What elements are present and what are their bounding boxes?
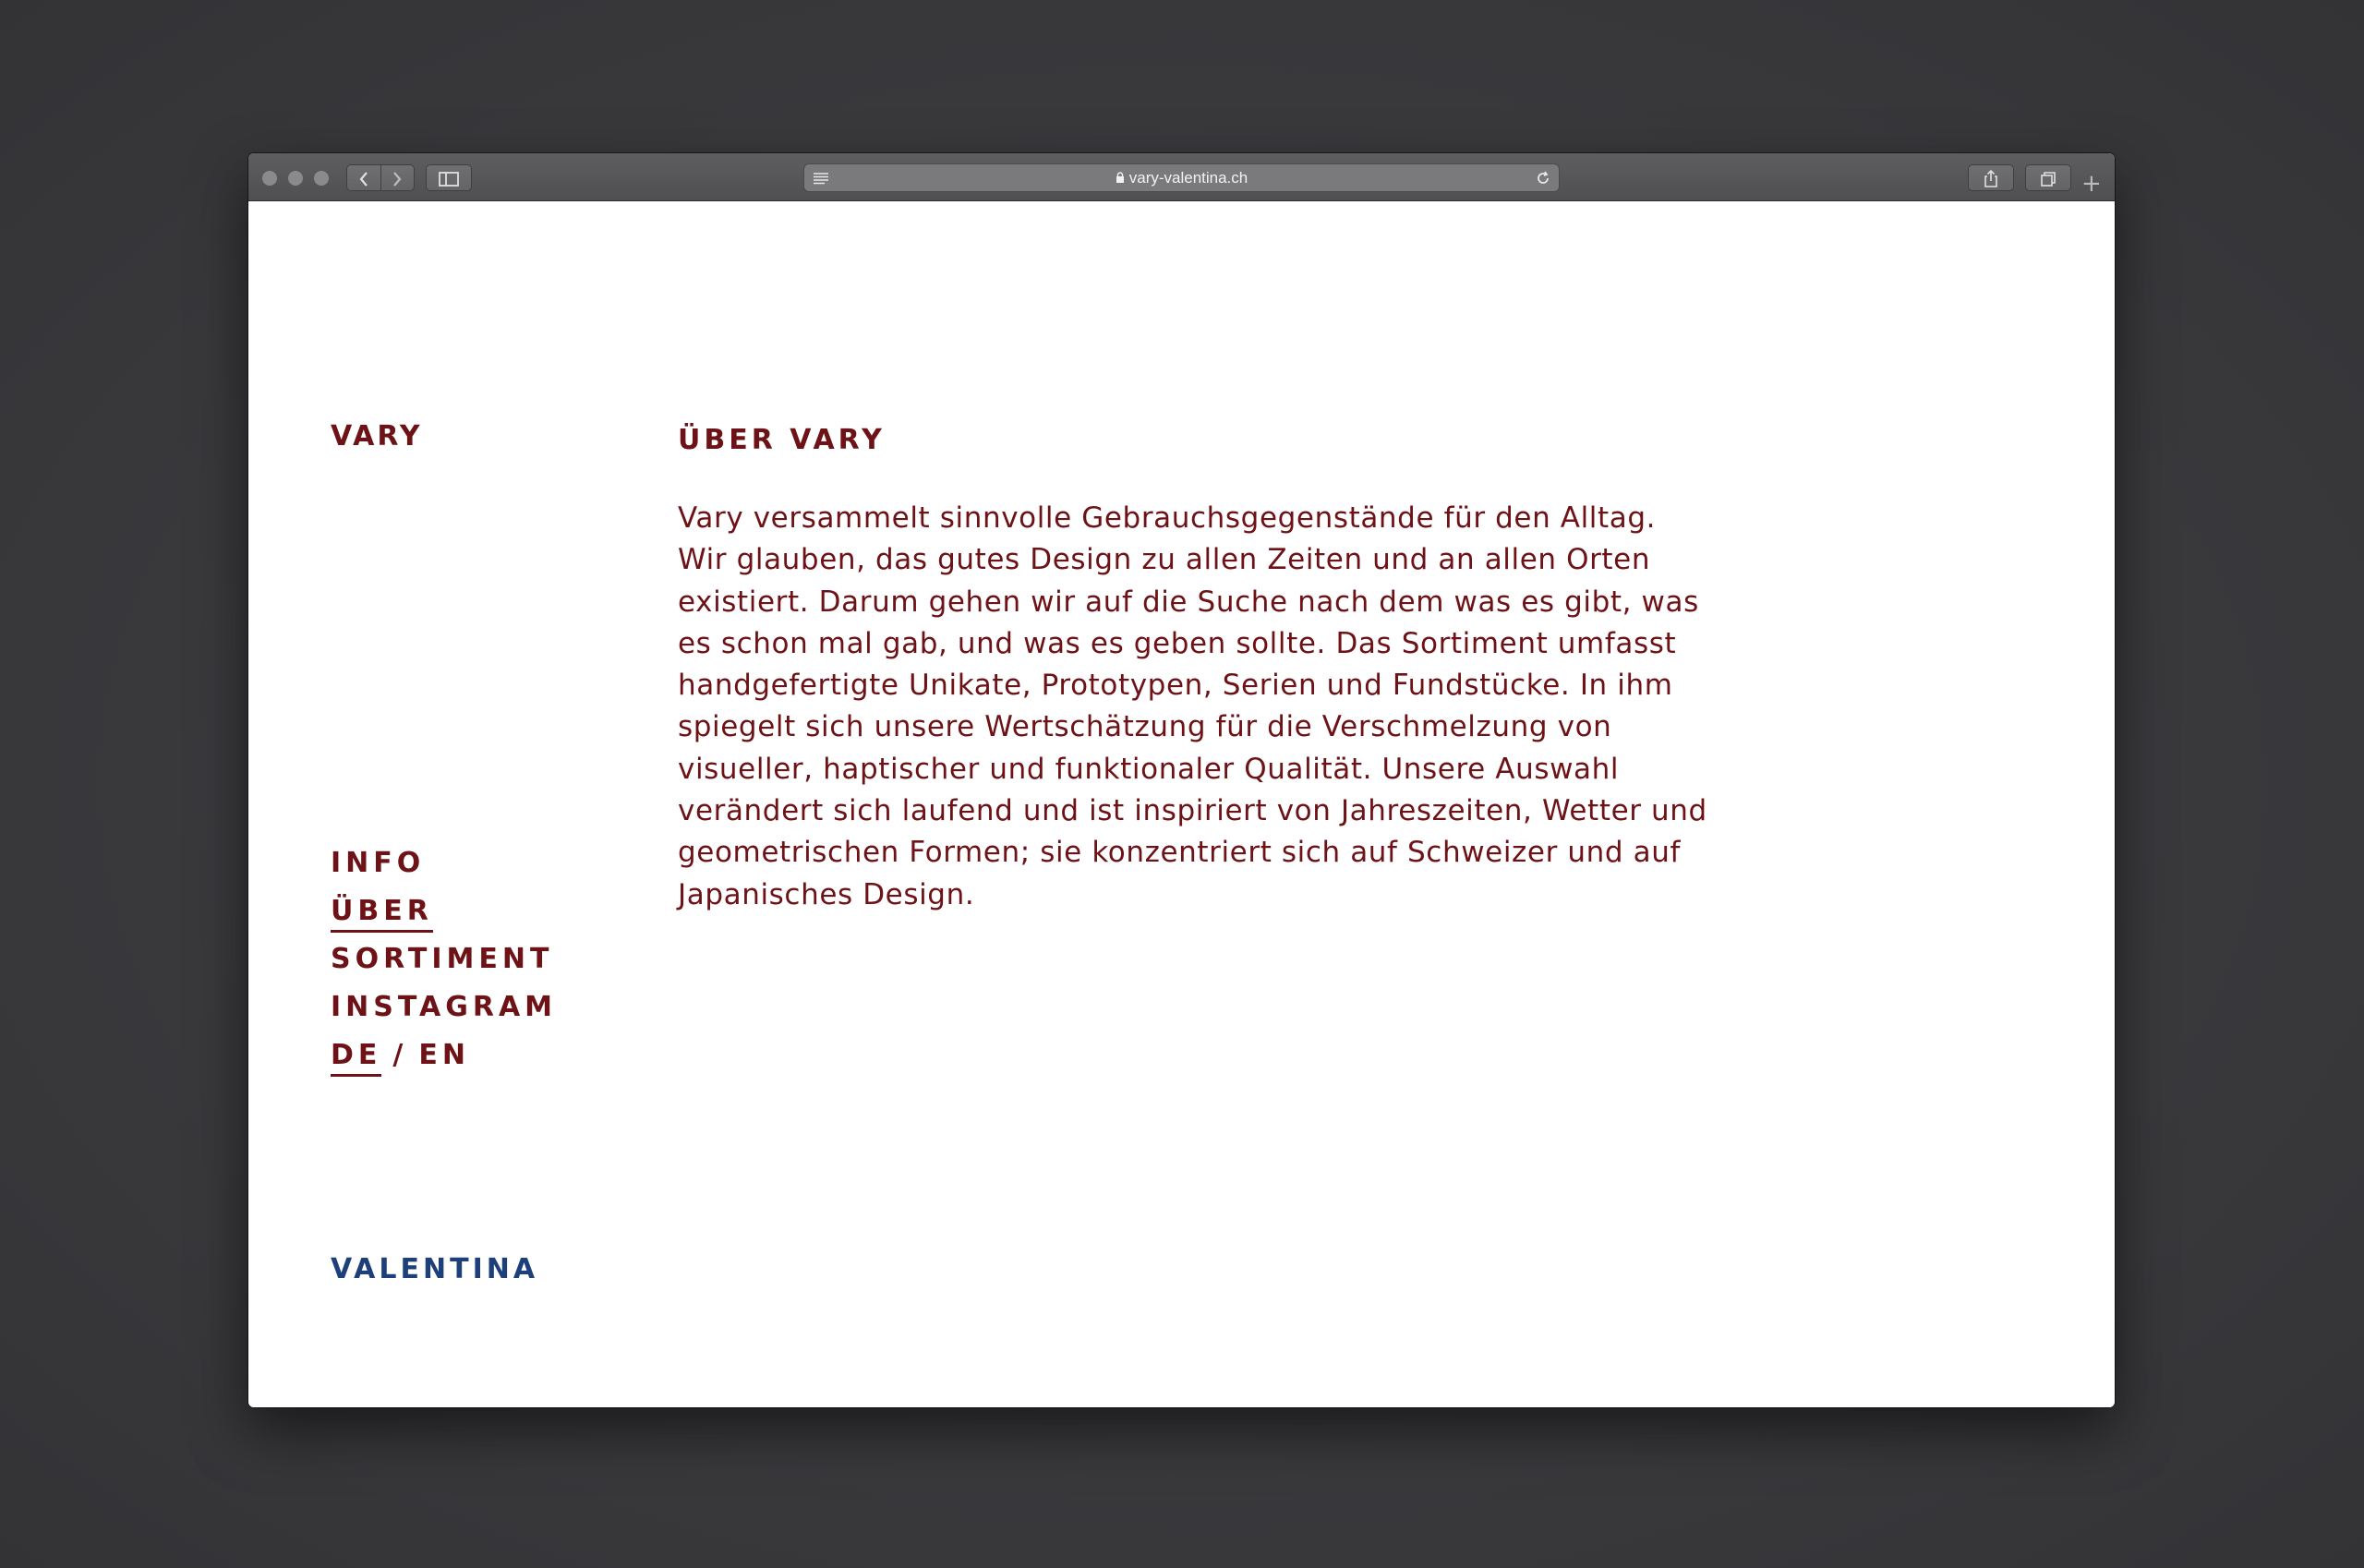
sidebar-icon xyxy=(439,172,459,187)
footer-name[interactable]: VALENTINA xyxy=(331,1253,539,1285)
page-title: ÜBER VARY xyxy=(678,424,886,456)
share-button[interactable] xyxy=(1968,164,2014,191)
url-text: vary-valentina.ch xyxy=(1128,169,1248,187)
nav-item-instagram[interactable]: INSTAGRAM xyxy=(331,991,558,1023)
language-switcher xyxy=(331,1031,557,1080)
lang-de-link[interactable]: DE xyxy=(331,1039,381,1077)
address-bar[interactable] xyxy=(803,163,1560,192)
browser-window xyxy=(248,153,2115,1407)
nav-item-ueber[interactable]: ÜBER xyxy=(331,895,433,933)
minimize-window-button[interactable] xyxy=(288,171,303,186)
chevron-right-icon xyxy=(392,171,403,187)
site-navigation xyxy=(331,839,557,1080)
history-nav xyxy=(346,164,415,191)
nav-item-info[interactable]: INFO xyxy=(331,847,426,879)
close-window-button[interactable] xyxy=(262,171,277,186)
reader-icon[interactable] xyxy=(812,164,830,191)
reload-icon[interactable] xyxy=(1535,164,1551,191)
browser-toolbar xyxy=(248,153,2115,201)
lock-icon xyxy=(1116,165,1125,192)
chevron-left-icon xyxy=(358,171,369,187)
forward-button[interactable] xyxy=(380,165,415,190)
sidebar-button[interactable] xyxy=(426,164,472,191)
back-button[interactable] xyxy=(347,165,380,190)
tabs-icon xyxy=(2040,171,2056,187)
nav-item-sortiment[interactable]: SORTIMENT xyxy=(331,943,554,975)
lang-separator: / xyxy=(392,1039,408,1071)
web-page xyxy=(248,202,2115,1407)
tabs-button[interactable] xyxy=(2025,164,2071,191)
share-icon xyxy=(1983,170,1999,188)
about-text: Vary versammelt sinnvolle Gebrauchsgegenstände für den Alltag. Wir glauben, das gutes Design zu allen Zeiten und an allen Orten existiert. Darum gehen wir auf die Suche nach dem was es gibt, was es schon mal gab, und was es geben sollte. Das Sortiment umfasst handgefertigte Unikate, Prototypen, Serien und Fundstücke. In ihm spiegelt sich unsere Wertschätzung für die Verschmelzung von visueller, haptischer und funktionaler Qualität. Unsere Auswahl verändert sich laufend und ist inspiriert von Jahreszeiten, Wetter und geometrischen Formen; sie konzentriert sich auf Schweizer und auf Japanisches Design. xyxy=(678,501,1707,911)
zoom-window-button[interactable] xyxy=(314,171,329,186)
site-logo[interactable]: VARY xyxy=(331,420,423,452)
lang-en-link[interactable]: EN xyxy=(418,1039,470,1071)
plus-icon[interactable]: + xyxy=(2081,170,2102,198)
